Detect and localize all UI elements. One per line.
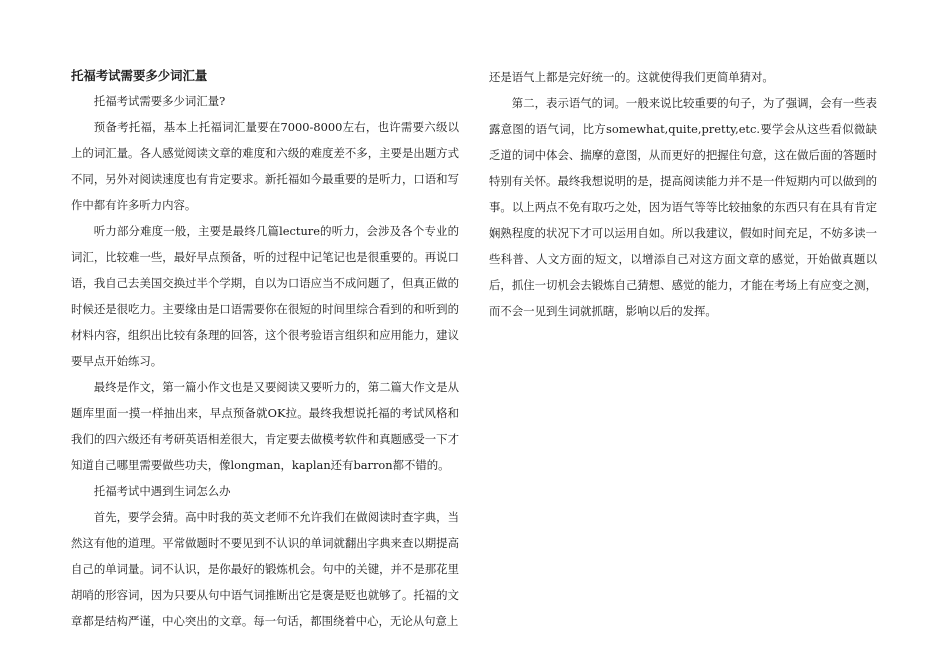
section-heading-new-words: 托福考试中遇到生词怎么办: [93, 484, 231, 498]
paragraph-writing: 最终是作文，第一篇小作文也是又要阅读又要听力的，第二篇大作文是从题库里面一摸一样抽出来，早点预备就OK拉。最终我想说托福的考试风格和我们的四六级还有考研英语相差很大，肯定要去做模考软件和真题感受一下才知道自己哪里需要做些功夫，像longman，kaplan还有barron都不错的。: [71, 380, 459, 472]
paragraph-listening-speaking: 听力部分难度一般，主要是最终几篇lecture的听力，会涉及各个专业的词汇，比较难一些，最好早点预备，听的过程中记笔记也是很重要的。再说口语，我自己去美国交换过半个学期，自以为口语应当不成问题了，但真正做的时候还是很吃力。主要缘由是口语需要你在很短的时间里综合看到的和听到的材料内容，组织出比较有条理的回答，这个很考验语言组织和应用能力，建议要早点开始练习。: [71, 224, 459, 368]
document-title: 托福考试需要多少词汇量: [71, 68, 208, 83]
paragraph-guessing-continued: 还是语气上都是完好统一的。这就使得我们更简单猜对。: [489, 70, 774, 84]
paragraph-guessing: 首先，要学会猜。高中时我的英文老师不允许我们在做阅读时查字典，当然这有他的道理。平常做题时不要见到不认识的单词就翻出字典来查以期提高自己的单词量。词不认识，是你最好的锻炼机会。句中的关键，并不是那花里胡哨的形容词，因为只要从句中语气词推断出它是褒是贬也就够了。托福的文章都是结构严谨，中心突出的文章。每一句话，都围绕着中心，无论从句意上: [71, 510, 459, 628]
right-column: [489, 64, 877, 324]
paragraph-vocabulary-size: 预备考托福，基本上托福词汇量要在7000-8000左右，也许需要六级以上的词汇量。各人感觉阅读文章的难度和六级的难度差不多，主要是出题方式不同，另外对阅读速度也有肯定要求。新托福如今最重要的是听力，口语和写作中都有许多听力内容。: [71, 120, 459, 212]
left-column: [71, 64, 459, 634]
paragraph-question: 托福考试需要多少词汇量?: [93, 94, 226, 108]
paragraph-tone-words: 第二，表示语气的词。一般来说比较重要的句子，为了强调，会有一些表露意图的语气词，比方somewhat,quite,pretty,etc.要学会从这些看似微缺乏道的词中体会、揣摩的意图，从而更好的把握住句意，这在做后面的答题时特别有关怀。最终我想说明的是，提高阅读能力并不是一件短期内可以做到的事。以上两点不免有取巧之处，因为语气等等比较抽象的东西只有在具有肯定娴熟程度的状况下才可以运用自如。所以我建议，假如时间充足，不妨多读一些科普、人文方面的短文，以增添自己对这方面文章的感觉，开始做真题以后，抓住一切机会去锻炼自己猜想、感觉的能力，才能在考场上有应变之测，而不会一见到生词就抓瞎，影响以后的发挥。: [489, 96, 877, 318]
